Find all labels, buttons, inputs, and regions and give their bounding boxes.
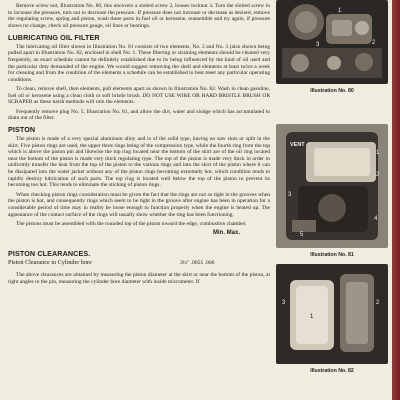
clearance-table	[8, 230, 270, 246]
illustration-82-photo	[276, 264, 388, 364]
fig81-callout-5: 5	[300, 232, 304, 238]
piston-paragraph-1: The piston is made of a very special aluminum alloy and is of the solid type, having no saw slots or split in the skirt. Five piston rings are used, the upper three rings being of the compression type, while the fourth ring from the top which is above the piston pin and likewise the top ring located near the bottom of the skirt are of the oil ring located near the bottom of the piston is made very thick regulating type. The top of the piston is made very thick in order to uniformly transfer the heat from the top of the piston to the various rings and into the skirt of the piston where it can be dissipated into the water jacket without any of the piston rings becoming extremely hot, which condition tends to rapidly destroy lubrication of such parts. The top ring is located well below the top of the piston to prevent its becoming too hot. This tends to eliminate the sticking of piston rings.	[8, 135, 270, 189]
fig81-callout-4: 4	[374, 216, 378, 222]
heading-piston-clearances: PISTON CLEARANCES.	[8, 248, 91, 258]
last-paragraph: The above clearances are obtained by measuring the piston diameter at the skirt or near the bottom of the piston, at right angles to the pin, measuring the cylinder bore diameter with inside micrometer. If	[8, 271, 270, 285]
fig81-callout-vent: VENT	[290, 142, 305, 148]
filter-paragraph-1: The lubricating oil filter shown in Illustration No. 81 consists of two elements, No. 2 and No. 3 (also shown being pulled apart in Illustration No. 82, enclosed in shell No. 1. These filtering or straining elements should be cleaned very frequently, an exact schedule cannot be definitely established due to its being influenced by the kind of oil used and the particular duty demanded of the engine. We would suggest removing the shell and elements at least twice a week for cleaning and from the condition of the elements a schedule can be established to best meet any particular operating conditions.	[8, 43, 270, 83]
fig80-callout-3: 3	[316, 42, 320, 48]
fig82-callout-1: 1	[310, 314, 314, 320]
fig81-callout-1: 1	[376, 150, 380, 156]
clearance-row	[8, 260, 270, 269]
illustration-80-photo	[276, 0, 388, 84]
illustration-80-caption: Illustration No. 80	[310, 88, 354, 94]
cover-edge	[392, 0, 400, 400]
filter-paragraph-2: To clean, remove shell, then elements, pull elements apart as shown in Illustration No. 82. Wash in clean gasoline, fuel oil or kerosene using a clean cloth or soft bristle brush. DO NOT USE WIRE OR HARD BRISTLE BRUSH OR SCRAPER as these harsh methods will ruin the elements.	[8, 86, 270, 106]
fig80-callout-2: 2	[372, 40, 376, 46]
illustration-81-photo	[276, 124, 388, 248]
illustration-82-caption: Illustration No. 82	[310, 368, 354, 374]
illustration-81-caption: Illustration No. 81	[310, 252, 354, 258]
fig81-callout-2: 2	[376, 172, 380, 178]
piston-paragraph-2: When checking piston rings consideration must be given the fact that the rings are not so tight in the grooves when the piston is hot, and consequently rings which seem to be tight in the groove after engine has been in operation for a considerable period of time may in reality be loose enough to function properly when the engine is heated up. The appearance of the contact surface of the rings will usually show whether the ring has been functioning.	[8, 191, 270, 218]
fig80-callout-1: 1	[338, 8, 342, 14]
table-header-min-max: Min. Max.	[212, 229, 240, 236]
heading-piston: PISTON	[8, 124, 36, 134]
clearance-values: 3¼" .0055 .006	[180, 259, 215, 266]
filter-paragraph-3: Frequently remove plug No. 5, Illustration No. 81, and allow the dirt, water and sludge which has accumulated to drain out of the filter.	[8, 108, 270, 122]
fig82-callout-2: 2	[376, 300, 380, 306]
intro-paragraph: Remove screw nut, Illustration No. 80, this uncovers a slotted screw 2, bosses locknut 3. Turn the slotted screw in to increase the pressure, turn out to decrease the pressure. If pressure does not increase or decrease as desired, remove the regulating screw, spring and piston, wash these parts in fuel oil or kerosene, reassemble and try again, if pressure shows no change, check oil pressure gauge, oil lines or bearings.	[8, 3, 270, 29]
piston-paragraph-3: The pistons must be assembled with the rounded top of the piston toward the edge, combustion chamber.	[16, 220, 247, 227]
fig82-callout-3: 3	[282, 300, 286, 306]
fig81-callout-3: 3	[288, 192, 292, 198]
text-column	[8, 3, 270, 400]
clearance-label: Piston Clearance in Cylinder bore	[8, 258, 92, 266]
heading-lubricating-oil-filter: LUBRICATING OIL FILTER	[8, 32, 100, 42]
figure-column	[276, 0, 392, 400]
